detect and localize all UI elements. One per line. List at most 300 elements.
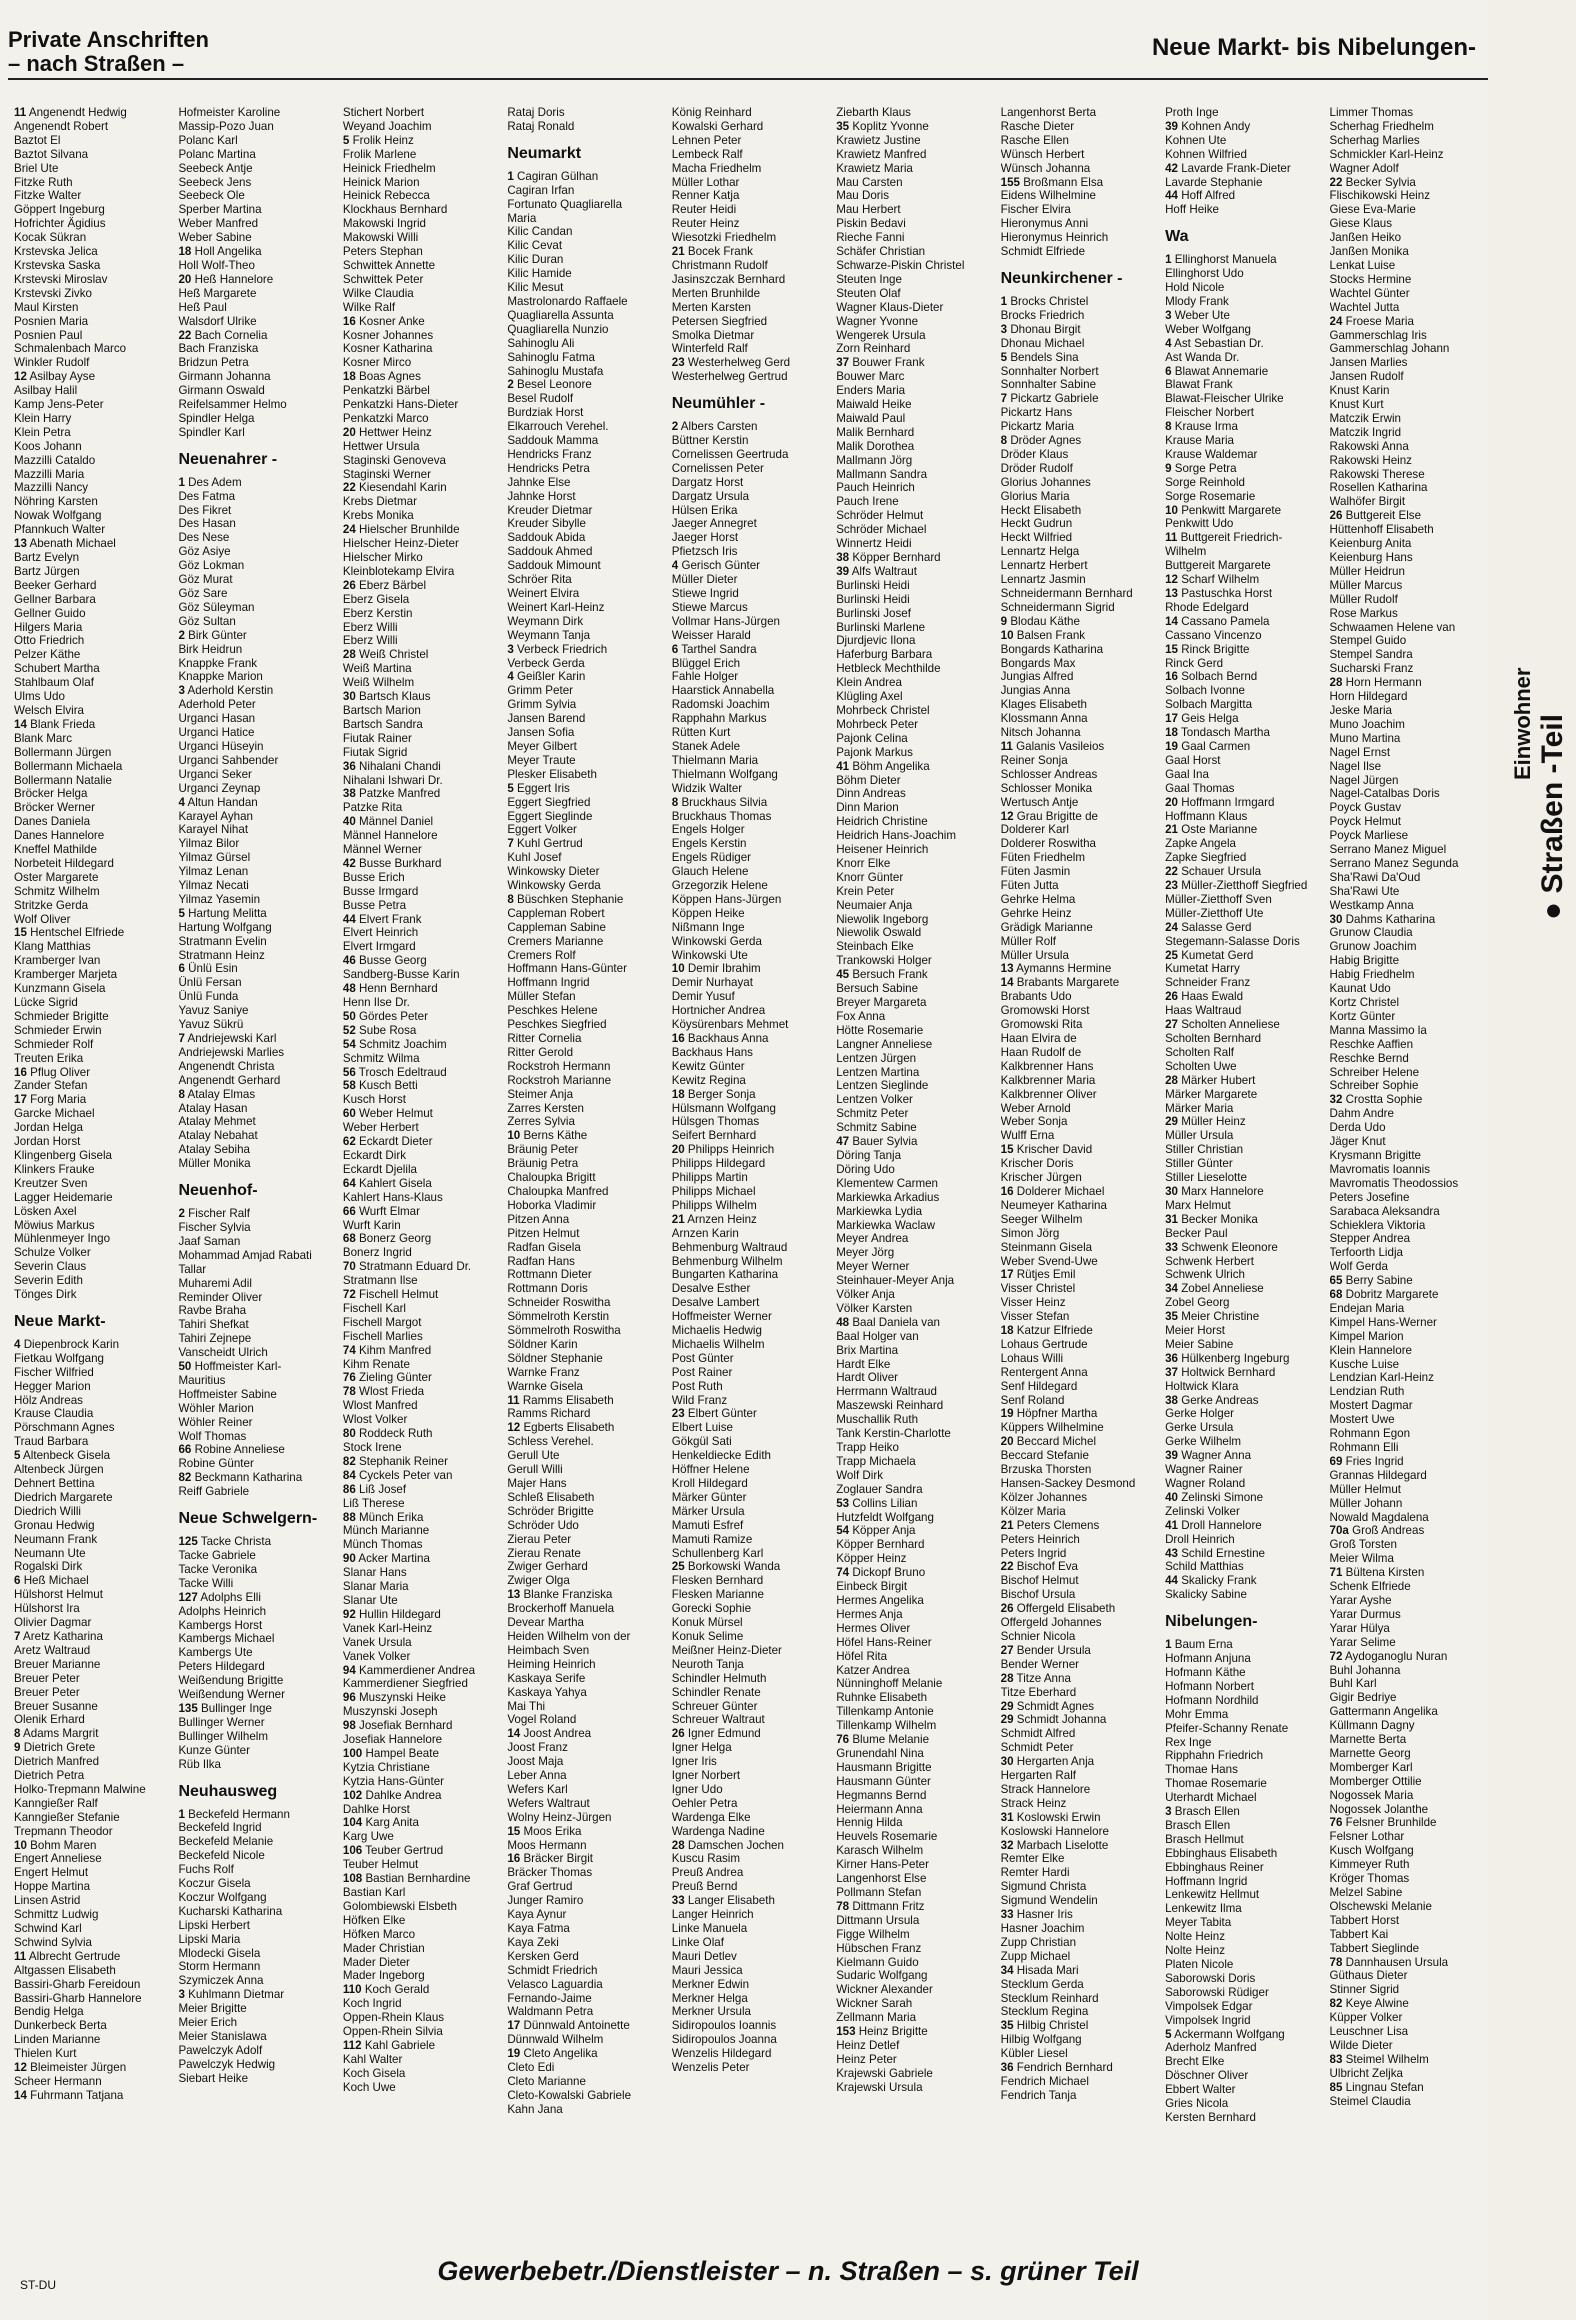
- house-number: 4: [1165, 336, 1172, 350]
- resident-entry: [672, 1964, 830, 1978]
- resident-name: Kohnen Ute: [1165, 133, 1227, 147]
- resident-entry: [14, 676, 172, 690]
- resident-entry: [1001, 976, 1159, 990]
- resident-name: Kusch Wolfgang: [1329, 1844, 1414, 1858]
- resident-name: Kihm Manfred: [359, 1343, 432, 1357]
- resident-name: Linden Marianne: [14, 2033, 101, 2047]
- resident-name: Hoffmeister Karl-: [194, 1360, 282, 1374]
- resident-entry: [507, 1950, 665, 1964]
- resident-name: Langner Anneliese: [836, 1037, 933, 1051]
- resident-name: Collins Lilian: [852, 1496, 918, 1510]
- resident-entry: [1001, 1324, 1159, 1338]
- resident-entry: [14, 1811, 172, 1825]
- resident-name: Schulze Volker: [14, 1246, 91, 1260]
- resident-entry: [1001, 1936, 1159, 1950]
- resident-entry: [1001, 1463, 1159, 1477]
- resident-name: Egberts Elisabeth: [523, 1421, 615, 1435]
- resident-entry: [1330, 1079, 1488, 1093]
- resident-name: Stratmann Ilse: [342, 1274, 418, 1288]
- resident-name: Thielen Kurt: [14, 2047, 77, 2061]
- resident-name: Märker Günter: [671, 1490, 747, 1504]
- resident-name: Füten Jutta: [1000, 879, 1059, 893]
- resident-entry: [14, 1922, 172, 1936]
- resident-name: Berry Sabine: [1345, 1274, 1413, 1288]
- resident-entry: [1165, 1638, 1323, 1652]
- resident-name: Stichert Norbert: [342, 106, 425, 119]
- resident-name: Hendricks Petra: [507, 461, 590, 475]
- resident-entry: [1165, 1833, 1323, 1847]
- resident-name: Schenk Elfriede: [1329, 1580, 1411, 1594]
- resident-entry: [836, 384, 994, 398]
- street-heading: Neuhausweg: [178, 1782, 278, 1800]
- resident-entry: [836, 871, 994, 885]
- resident-name: Stecklum Reinhard: [1000, 1991, 1099, 2005]
- resident-entry: [1001, 559, 1159, 573]
- resident-entry: [1001, 1866, 1159, 1880]
- resident-name: Horn Hildegard: [1329, 690, 1408, 704]
- resident-name: Zelinski Volker: [1165, 1504, 1240, 1518]
- resident-entry: [343, 746, 501, 760]
- house-number: 45: [836, 968, 850, 982]
- resident-name: Wilke Claudia: [342, 286, 414, 300]
- house-number: 39: [1165, 1449, 1178, 1463]
- resident-name: Angenendt Robert: [14, 119, 109, 133]
- resident-entry: [836, 1566, 994, 1580]
- resident-entry: [672, 1435, 830, 1449]
- house-number: 26: [1165, 990, 1178, 1004]
- resident-name: Oster Margarete: [14, 870, 99, 884]
- resident-name: Wenzelis Peter: [671, 2061, 750, 2075]
- resident-entry: [343, 1219, 501, 1233]
- resident-entry: [672, 1741, 830, 1755]
- resident-entry: [507, 740, 665, 754]
- resident-entry: [1330, 1288, 1488, 1302]
- resident-entry: [1330, 106, 1488, 120]
- resident-name: Kiesendahl Karin: [359, 481, 447, 495]
- resident-entry: [178, 426, 336, 440]
- resident-name: Crostta Sophie: [1345, 1093, 1423, 1107]
- resident-name: Münch Erika: [359, 1510, 424, 1524]
- resident-name: Koch Gisela: [342, 2066, 406, 2080]
- resident-name: Krstevska Jelica: [14, 245, 98, 259]
- resident-name: Christmann Rudolf: [671, 258, 768, 272]
- resident-entry: [507, 879, 665, 893]
- resident-entry: [178, 2044, 336, 2058]
- resident-name: Muschallik Ruth: [836, 1413, 919, 1427]
- resident-name: Otto Friedrich: [14, 634, 85, 648]
- resident-name: Müller Rudolf: [1329, 592, 1398, 606]
- resident-name: Oppen-Rhein Silvia: [342, 2025, 443, 2039]
- resident-entry: [14, 774, 172, 788]
- resident-entry: [672, 990, 830, 1004]
- resident-name: Sandberg-Busse Karin: [342, 968, 460, 982]
- resident-name: Winterfeld Ralf: [671, 342, 748, 356]
- resident-entry: [1001, 1547, 1159, 1561]
- resident-name: Schleß Elisabeth: [507, 1490, 595, 1504]
- resident-entry: [1001, 851, 1159, 865]
- resident-name: Slanar Ute: [342, 1593, 398, 1607]
- resident-entry: [507, 1880, 665, 1894]
- resident-entry: [14, 1288, 172, 1302]
- resident-name: Golombiewski Elsbeth: [342, 1899, 457, 1913]
- resident-entry: [14, 356, 172, 370]
- house-number: 36: [1000, 2061, 1014, 2075]
- resident-name: Beccard Stefanie: [1000, 1449, 1089, 1463]
- resident-entry: [1330, 996, 1488, 1010]
- resident-name: Kunze Günter: [178, 1743, 250, 1757]
- resident-entry: [1330, 1427, 1488, 1441]
- resident-name: Frolik Heinz: [352, 133, 414, 147]
- resident-entry: [507, 990, 665, 1004]
- resident-entry: [1165, 1143, 1323, 1157]
- resident-entry: [343, 1205, 501, 1219]
- resident-name: Köpper Heinz: [836, 1552, 907, 1566]
- resident-entry: [1330, 481, 1488, 495]
- resident-entry: [343, 871, 501, 885]
- resident-entry: [836, 329, 994, 343]
- resident-name: Wagner Roland: [1165, 1477, 1246, 1490]
- resident-entry: [178, 962, 336, 976]
- resident-entry: [14, 843, 172, 857]
- resident-entry: [14, 1352, 172, 1366]
- resident-name: Hettwer Heinz: [359, 425, 432, 439]
- resident-name: Schlosser Andreas: [1000, 767, 1098, 781]
- resident-entry: [1001, 643, 1159, 657]
- resident-entry: [1001, 1338, 1159, 1352]
- resident-entry: [1165, 921, 1323, 935]
- resident-name: Bullinger Werner: [178, 1715, 265, 1729]
- resident-name: Stecklum Regina: [1000, 2005, 1089, 2019]
- resident-name: Oste Marianne: [1181, 823, 1258, 837]
- resident-name: Altenbeck Jürgen: [14, 1463, 104, 1477]
- resident-name: Kleinblotekamp Elvira: [342, 564, 455, 578]
- resident-name: Rakowski Heinz: [1329, 453, 1412, 467]
- street-heading: Wa: [1165, 228, 1189, 246]
- resident-entry: [1330, 954, 1488, 968]
- house-number: 88: [342, 1510, 356, 1524]
- resident-entry: [672, 1992, 830, 2006]
- resident-name: Zelinski Simone: [1181, 1490, 1264, 1504]
- house-number: 11: [507, 1393, 520, 1407]
- resident-name: Tondasch Martha: [1180, 726, 1270, 740]
- resident-entry: [672, 1825, 830, 1839]
- house-number: 15: [507, 1824, 521, 1838]
- resident-entry: [1165, 1394, 1323, 1408]
- resident-name: Kocak Sükran: [14, 231, 87, 245]
- resident-entry: [14, 1024, 172, 1038]
- resident-name: Limmer Thomas: [1329, 106, 1414, 119]
- resident-name: Olenik Erhard: [14, 1713, 85, 1727]
- resident-entry: [1330, 217, 1488, 231]
- resident-entry: [178, 1046, 336, 1060]
- resident-name: Oppen-Rhein Klaus: [342, 2011, 445, 2025]
- resident-name: Döschner Oliver: [1165, 2069, 1249, 2083]
- resident-entry: [507, 1310, 665, 1324]
- resident-name: Krawietz Maria: [836, 161, 913, 175]
- resident-name: Rütten Kurt: [671, 726, 731, 740]
- resident-name: Girmann Oswald: [178, 384, 265, 398]
- resident-entry: [343, 1691, 501, 1705]
- resident-name: Yavuz Saniye: [178, 1004, 249, 1018]
- house-number: 92: [342, 1607, 356, 1621]
- house-number: 28: [1329, 676, 1343, 690]
- resident-entry: [507, 1213, 665, 1227]
- resident-entry: [507, 239, 665, 253]
- resident-entry: [1165, 1958, 1323, 1972]
- resident-name: Scholten Bernhard: [1165, 1032, 1262, 1045]
- house-number: 3: [178, 1988, 185, 2002]
- resident-entry: [672, 1004, 830, 1018]
- resident-name: Waldmann Petra: [507, 2005, 594, 2019]
- resident-entry: [507, 601, 665, 615]
- resident-name: Bröcker Werner: [14, 801, 95, 815]
- house-number: 54: [836, 1524, 850, 1538]
- resident-entry: [507, 1978, 665, 1992]
- resident-entry: [672, 1727, 830, 1741]
- resident-entry: [507, 1672, 665, 1686]
- resident-entry: [836, 1038, 994, 1052]
- resident-name: Dannhausen Ursula: [1345, 1955, 1449, 1969]
- resident-entry: [1330, 1636, 1488, 1650]
- resident-entry: [1330, 1664, 1488, 1678]
- resident-entry: [1165, 531, 1323, 545]
- house-number: 3: [1165, 1805, 1172, 1819]
- resident-name: Schneider Roswitha: [507, 1296, 611, 1310]
- resident-entry: [1165, 1046, 1323, 1060]
- resident-entry: [672, 1352, 830, 1366]
- resident-entry: [1165, 1074, 1323, 1088]
- resident-name: Schindler Helmuth: [671, 1671, 767, 1685]
- resident-name: Pfannkuch Walter: [14, 523, 106, 537]
- resident-entry: [14, 481, 172, 495]
- resident-name: Bullinger Inge: [201, 1701, 272, 1715]
- resident-name: Hullin Hildegard: [359, 1607, 441, 1621]
- resident-entry: [672, 203, 830, 217]
- resident-entry: [178, 2016, 336, 2030]
- resident-name: Asilbay Halil: [14, 384, 78, 398]
- resident-entry: [178, 1619, 336, 1633]
- resident-entry: [1165, 1916, 1323, 1930]
- resident-entry: [178, 384, 336, 398]
- resident-name: Seebeck Jens: [178, 175, 252, 189]
- resident-name: Stanek Adele: [671, 739, 741, 753]
- resident-name: Meyer Andrea: [836, 1232, 909, 1246]
- resident-entry: [14, 732, 172, 746]
- resident-entry: [1001, 1588, 1159, 1602]
- resident-name: Poyck Helmut: [1329, 815, 1402, 829]
- resident-name: Visser Christel: [1000, 1282, 1076, 1296]
- resident-name: Kuhl Gertrud: [517, 837, 583, 851]
- resident-entry: [14, 106, 172, 120]
- resident-name: Serrano Manez Miguel: [1329, 843, 1447, 857]
- resident-entry: [1165, 281, 1323, 295]
- resident-entry: [507, 281, 665, 295]
- house-number: 23: [1165, 879, 1178, 893]
- resident-name: Vanscheidt Ulrich: [178, 1346, 268, 1360]
- resident-name: Maiwald Heike: [836, 398, 912, 412]
- house-number: 33: [1165, 1240, 1178, 1254]
- resident-name: Pickartz Hans: [1000, 406, 1073, 420]
- resident-name: Bonerz Ingrid: [342, 1246, 412, 1260]
- resident-entry: [14, 2047, 172, 2061]
- resident-entry: [672, 120, 830, 134]
- resident-name: Atalay Sebiha: [178, 1143, 250, 1157]
- resident-entry: [836, 676, 994, 690]
- resident-entry: [1165, 740, 1323, 754]
- resident-name: Keye Alwine: [1345, 1997, 1409, 2011]
- resident-entry: [1330, 1455, 1488, 1469]
- resident-entry: [178, 935, 336, 949]
- resident-name: Dolderer Roswitha: [1000, 837, 1096, 851]
- resident-entry: [672, 1672, 830, 1686]
- house-number: 7: [14, 1629, 21, 1643]
- resident-name: Dünnwald Wilhelm: [507, 2033, 604, 2047]
- resident-name: Jaeger Annegret: [671, 517, 757, 531]
- resident-entry: [836, 579, 994, 593]
- resident-name: Flesken Bernhard: [671, 1574, 764, 1588]
- resident-entry: [14, 2061, 172, 2075]
- resident-entry: [836, 926, 994, 940]
- resident-name: Angenendt Christa: [178, 1059, 275, 1073]
- house-number: 74: [342, 1343, 356, 1357]
- resident-name: Josefiak Bernhard: [359, 1719, 453, 1733]
- house-number: 66: [178, 1443, 192, 1457]
- resident-entry: [836, 899, 994, 913]
- resident-entry: [836, 245, 994, 259]
- resident-entry: [14, 787, 172, 801]
- resident-name: Cleto Marianne: [507, 2074, 586, 2088]
- resident-name: Baum Erna: [1174, 1638, 1233, 1652]
- resident-entry: [1330, 718, 1488, 732]
- street-heading: Neuenahrer -: [178, 450, 278, 468]
- resident-entry: [507, 837, 665, 851]
- resident-name: Dahlke Andrea: [365, 1788, 442, 1802]
- resident-entry: [507, 1630, 665, 1644]
- resident-entry: [1165, 1241, 1323, 1255]
- resident-name: Janßen Heiko: [1329, 231, 1402, 245]
- resident-name: Kosner Mirco: [342, 356, 412, 370]
- house-number: 4: [671, 559, 679, 573]
- resident-name: Des Fikret: [178, 503, 232, 517]
- resident-name: Mostert Dagmar: [1329, 1399, 1413, 1413]
- house-number: 26: [671, 1727, 685, 1741]
- resident-name: Hampel Beate: [365, 1746, 439, 1760]
- resident-entry: [1001, 1004, 1159, 1018]
- resident-entry: [836, 1399, 994, 1413]
- resident-entry: [507, 2033, 665, 2047]
- resident-name: Desalve Esther: [671, 1282, 751, 1296]
- resident-entry: [343, 648, 501, 662]
- resident-name: Seebeck Antje: [178, 161, 253, 175]
- resident-name: Schild Matthias: [1165, 1560, 1244, 1574]
- house-number: 5: [178, 906, 185, 920]
- resident-entry: [343, 1983, 501, 1997]
- resident-entry: [836, 1191, 994, 1205]
- resident-name: Patzke Rita: [342, 801, 403, 815]
- resident-name: Knappke Marion: [178, 670, 263, 684]
- resident-name: Weiß Wilhelm: [342, 676, 415, 690]
- resident-entry: [343, 2025, 501, 2039]
- resident-name: Rockstroh Hermann: [507, 1059, 611, 1073]
- resident-entry: [14, 440, 172, 454]
- resident-entry: [507, 962, 665, 976]
- resident-entry: [343, 259, 501, 273]
- resident-entry: [507, 1268, 665, 1282]
- resident-name: Engels Holger: [671, 823, 745, 837]
- resident-entry: [1330, 1803, 1488, 1817]
- resident-entry: [14, 231, 172, 245]
- resident-name: Sonnhalter Sabine: [1000, 378, 1097, 392]
- resident-name: Rose Markus: [1329, 606, 1398, 620]
- resident-entry: [672, 1407, 830, 1421]
- resident-name: Junger Ramiro: [507, 1894, 584, 1908]
- resident-entry: [1165, 1282, 1323, 1296]
- resident-entry: [343, 1038, 501, 1052]
- resident-name: Tillenkamp Wilhelm: [836, 1719, 937, 1733]
- resident-entry: [836, 1872, 994, 1886]
- resident-name: Lembeck Ralf: [671, 147, 743, 161]
- resident-entry: [178, 545, 336, 559]
- resident-name: Broßmann Elsa: [1023, 175, 1104, 189]
- resident-name: Stephanik Reiner: [359, 1454, 448, 1468]
- resident-name: Andriejewski Karl: [187, 1032, 277, 1045]
- resident-entry: [1165, 837, 1323, 851]
- resident-name: Busse Burkhard: [359, 856, 442, 870]
- resident-name: Gaal Ina: [1165, 767, 1209, 781]
- resident-entry: [1165, 712, 1323, 726]
- resident-name: Gaal Thomas: [1165, 781, 1235, 795]
- resident-name: Urganci Sahbender: [178, 753, 279, 767]
- resident-name: Sigmund Wendelin: [1000, 1894, 1098, 1908]
- resident-name: Devear Martha: [507, 1616, 584, 1630]
- resident-name: Märker Ursula: [671, 1504, 745, 1518]
- house-number: 32: [1000, 1838, 1014, 1852]
- resident-name: Kihm Renate: [342, 1357, 410, 1371]
- resident-entry: [343, 1246, 501, 1260]
- resident-entry: [507, 1060, 665, 1074]
- resident-name: Eberz Willi: [342, 620, 398, 634]
- resident-entry: [14, 1093, 172, 1107]
- house-number: 33: [671, 1894, 685, 1908]
- resident-entry: [14, 273, 172, 287]
- resident-entry: [1165, 1199, 1323, 1213]
- resident-name: Habig Friedhelm: [1329, 968, 1415, 982]
- resident-entry: [343, 1524, 501, 1538]
- resident-entry: [672, 1686, 830, 1700]
- house-number: 20: [342, 425, 356, 439]
- resident-entry: [1165, 337, 1323, 351]
- resident-entry: [178, 1304, 336, 1318]
- resident-entry: [178, 504, 336, 518]
- resident-entry: [836, 954, 994, 968]
- resident-entry: [1330, 982, 1488, 996]
- resident-entry: [1330, 1191, 1488, 1205]
- resident-entry: [1330, 120, 1488, 134]
- resident-entry: [1330, 301, 1488, 315]
- resident-entry: [178, 601, 336, 615]
- resident-entry: [1001, 1352, 1159, 1366]
- resident-name: Kalkbrenner Oliver: [1000, 1087, 1097, 1101]
- resident-entry: [507, 184, 665, 198]
- resident-name: Bongards Katharina: [1000, 642, 1104, 656]
- resident-name: Klementew Carmen: [836, 1176, 938, 1190]
- resident-entry: [14, 412, 172, 426]
- resident-entry: [1330, 1302, 1488, 1316]
- resident-entry: [1001, 1741, 1159, 1755]
- resident-entry: [1001, 1825, 1159, 1839]
- resident-name: Tahiri Shefkat: [178, 1318, 249, 1332]
- resident-entry: [836, 1789, 994, 1803]
